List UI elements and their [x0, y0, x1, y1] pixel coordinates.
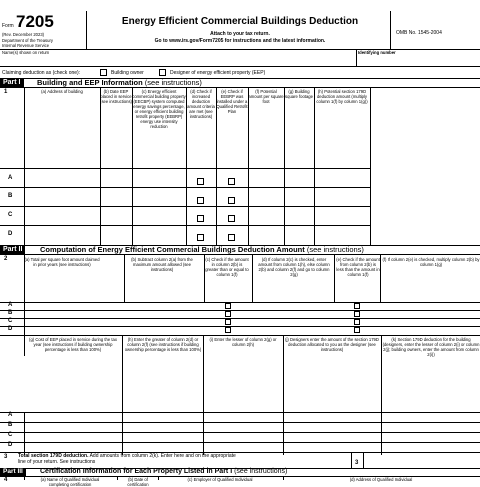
- p2-col-b: (b) Subtract column 2(a) from the maximum amount allowed (see instructions): [131, 257, 193, 272]
- p2-row-a-col-e-checkbox[interactable]: [354, 303, 360, 309]
- row-letter: A: [8, 302, 13, 308]
- row-letter: B: [8, 310, 13, 316]
- p1-row-a-col-e-checkbox[interactable]: [228, 178, 235, 185]
- designer-checkbox[interactable]: [159, 69, 166, 76]
- line3-amount-field[interactable]: [364, 453, 479, 467]
- p2-col-f: (f) If column 2(e) is checked, multiply column 2(b) by column 1(g): [382, 257, 480, 267]
- identifying-number-label: Identifying number: [358, 50, 396, 55]
- line3-box-number: 3: [355, 460, 359, 466]
- line4-number: 4: [4, 477, 8, 483]
- p2-col-j: (j) Designers enter the amount of the section 179D deduction allocated to you as the designer (see instructions): [285, 337, 379, 352]
- p2-col-k: (k) Section 179D deduction for the building (designers, enter the lesser of column 2(i) or column 2(j); building owners, enter the amount from column 2(i)): [382, 337, 480, 357]
- department-line1: Department of the Treasury: [2, 38, 53, 43]
- p2-row-c-col-c-checkbox[interactable]: [225, 319, 231, 325]
- p1-col-f: (f) Potential amount per square foot: [248, 89, 284, 104]
- p2-row-a-col-c-checkbox[interactable]: [225, 303, 231, 309]
- part2-label: Part II: [0, 245, 25, 254]
- line3-text: Total section 179D deduction. Add amounts from column 2(k). Enter here and on the appropriate: [18, 453, 236, 459]
- p2-bottom-row-c: C: [8, 432, 13, 438]
- p2-row-b-col-c-checkbox[interactable]: [225, 311, 231, 317]
- p2-bottom-row-d: D: [8, 442, 13, 448]
- department-line2: Internal Revenue Service: [2, 43, 50, 48]
- p2-col-i: (i) Enter the lesser of column 2(g) or column 2(h): [209, 337, 277, 347]
- p3-col-b: (b) Date of certification: [127, 477, 149, 487]
- p2-bottom-row-a: A: [8, 412, 13, 418]
- p1-row-b-col-d-checkbox[interactable]: [197, 197, 204, 204]
- part3-label: Part III: [0, 468, 26, 476]
- line3-number: 3: [4, 454, 8, 460]
- p1-col-g: (g) Building square footage: [285, 89, 313, 99]
- form-title: Energy Efficient Commercial Buildings Deduction: [121, 16, 359, 27]
- part2-title: Computation of Energy Efficient Commercial Buildings Deduction Amount (see instructions): [40, 245, 364, 254]
- revision-date: (Rev. December 2023): [2, 32, 45, 37]
- p2-col-c: (c) Check if the amount in column 2(b) is greater than or equal to column 1(f): [205, 257, 249, 277]
- part1-title: Building and EEP Information (see instructions): [37, 78, 202, 87]
- p2-col-h: (h) Enter the greater of column 2(d) or column 2(f) (see instructions if building ownership percentage is less than 100%): [124, 337, 202, 352]
- p2-row-c-col-e-checkbox[interactable]: [354, 319, 360, 325]
- p1-row-d-col-e-checkbox[interactable]: [228, 234, 235, 241]
- building-owner-label: Building owner: [111, 70, 144, 76]
- line2-number: 2: [4, 256, 8, 262]
- form-number: 7205: [16, 12, 54, 31]
- row-letter: D: [8, 326, 13, 332]
- part1-label: Part I: [0, 78, 24, 87]
- row-letter: B: [8, 193, 13, 199]
- line3-text-line2: line of your return. See instructions: [18, 459, 96, 465]
- form-word: Form: [2, 23, 14, 29]
- row-letter: C: [8, 318, 13, 324]
- p1-col-d: (d) Check if increased deduction amount criteria are met (see instructions): [187, 89, 215, 119]
- omb-number: OMB No. 1545-2004: [396, 30, 442, 36]
- identifying-number-field[interactable]: [358, 56, 478, 65]
- p2-row-d-col-c-checkbox[interactable]: [225, 327, 231, 333]
- p1-col-a: (a) Address of building: [41, 89, 83, 94]
- row-letter: A: [8, 175, 13, 181]
- p1-col-b: (b) Date EEP placed in service (see instructions): [100, 89, 132, 104]
- p1-col-h: (h) Potential section 179D deduction amount (multiply column 1(f) by column 1(g)): [316, 89, 368, 104]
- claim-label: Claiming deduction as (check one):: [2, 70, 81, 76]
- goto-instruction: Go to www.irs.gov/Form7205 for instructions and the latest information.: [154, 38, 326, 44]
- p2-col-g: (g) Cost of EEP placed in service during the tax year (see instructions if building ownership percentage is less than 100%): [29, 337, 117, 352]
- name-label: Name(s) shown on return: [2, 50, 50, 55]
- row-letter: D: [8, 231, 13, 237]
- attach-instruction: Attach to your tax return.: [210, 31, 270, 37]
- p1-row-d-col-d-checkbox[interactable]: [197, 234, 204, 241]
- name-field[interactable]: [2, 56, 354, 65]
- p1-row-b-col-e-checkbox[interactable]: [228, 197, 235, 204]
- p1-row-c-col-e-checkbox[interactable]: [228, 215, 235, 222]
- p2-bottom-row-b: B: [8, 422, 13, 428]
- p3-col-d: (d) Address of Qualified Individual: [349, 477, 413, 482]
- p2-col-e: (e) Check if the amount from column 2(b) is less than the amount in column 1(f): [336, 257, 380, 277]
- p3-col-c: (c) Employer of Qualified Individual: [187, 477, 253, 482]
- p2-row-b-col-e-checkbox[interactable]: [354, 311, 360, 317]
- p2-row-d-col-e-checkbox[interactable]: [354, 327, 360, 333]
- p1-row-a-col-d-checkbox[interactable]: [197, 178, 204, 185]
- p1-col-e: (e) Check if EEBRP was installed under a Qualified Retrofit Plan: [216, 89, 248, 114]
- part3-title: Certification Information for Each Property Listed in Part I (see instructions): [40, 468, 288, 475]
- building-owner-checkbox[interactable]: [100, 69, 107, 76]
- designer-label: Designer of energy efficient property (EEP): [170, 70, 266, 76]
- p1-col-c: (c) Energy efficient commercial building property (EECBP) system computed energy savings percentage, or energy efficient building retrofit property (EEBRP) energy use intensity reduction: [132, 89, 186, 129]
- row-letter: C: [8, 212, 13, 218]
- p3-col-a: (a) Name of Qualified Individual completing certification: [40, 477, 100, 487]
- p2-col-a: (a) Total per square foot amount claimed in prior years (see instructions): [24, 257, 100, 267]
- p1-row-c-col-d-checkbox[interactable]: [197, 215, 204, 222]
- p2-col-d: (d) If column 2(c) is checked, enter amount from column 1(h), else column 2(b) and column 2(f) and go to column 2(g): [258, 257, 330, 277]
- line1-number: 1: [4, 89, 8, 95]
